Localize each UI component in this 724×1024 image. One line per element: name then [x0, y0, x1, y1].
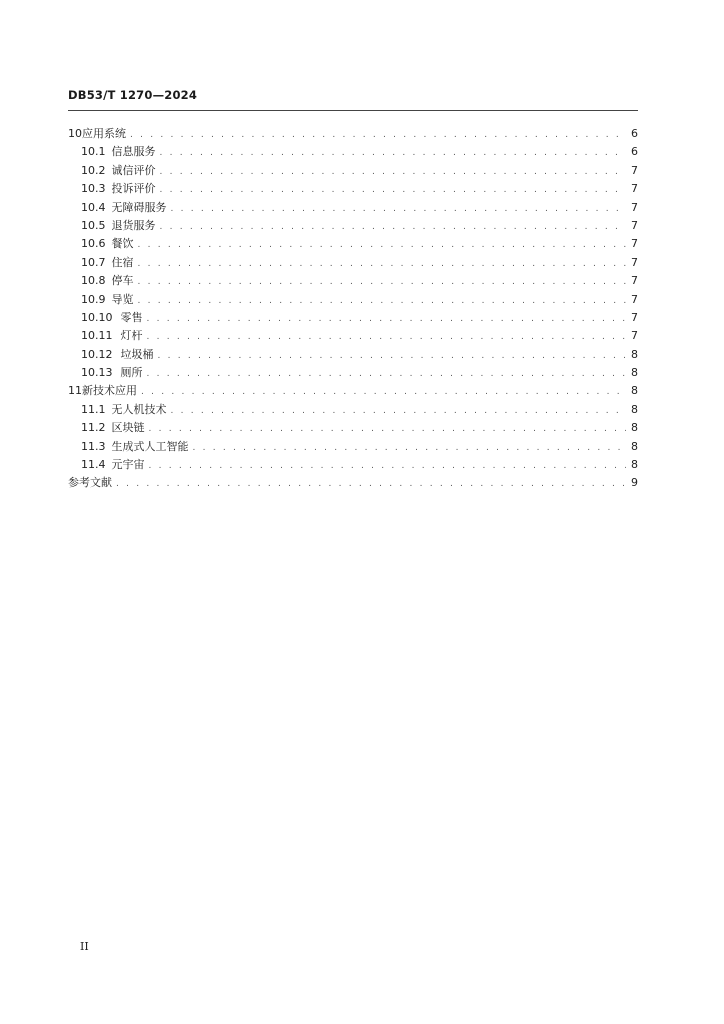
toc-entry-page: 8 [631, 366, 638, 380]
toc-dot-leader [138, 236, 627, 254]
toc-entry[interactable] [68, 143, 638, 161]
toc-entry-page: 8 [631, 421, 638, 435]
toc-entry-page: 7 [631, 310, 638, 324]
toc-entry-page: 7 [631, 237, 638, 251]
toc-entry-page: 7 [631, 200, 638, 214]
toc-entry-page: 8 [631, 347, 638, 361]
toc-entry[interactable] [68, 401, 638, 419]
toc-entry-title: 零售 [120, 310, 143, 324]
toc-entry-page: 9 [631, 476, 638, 490]
toc-entry-number: 10.1 [81, 145, 106, 159]
toc-dot-leader [130, 126, 626, 144]
toc-entry-page: 8 [631, 458, 638, 472]
toc-entry[interactable] [68, 364, 638, 382]
toc-dot-leader [160, 181, 627, 199]
toc-entry-title: 灯杆 [120, 329, 143, 343]
toc-dot-leader [160, 163, 627, 181]
document-id-header: DB53/T 1270—2024 [68, 88, 198, 102]
toc-entry-page: 7 [631, 292, 638, 306]
toc-entry-number: 10.9 [81, 292, 106, 306]
toc-entry-number: 10.2 [81, 163, 106, 177]
toc-entry[interactable] [68, 438, 638, 456]
toc-dot-leader [138, 255, 627, 273]
toc-dot-leader [147, 310, 627, 328]
toc-entry-title: 住宿 [111, 255, 134, 269]
toc-dot-leader [193, 439, 627, 457]
toc-dot-leader [158, 347, 627, 365]
toc-entry[interactable] [68, 309, 638, 327]
toc-dot-leader [138, 273, 627, 291]
header-rule [68, 110, 638, 111]
toc-entry-title: 应用系统 [82, 127, 126, 140]
toc-entry-number: 10.3 [81, 182, 106, 196]
toc-entry-page: 7 [631, 255, 638, 269]
toc-entry-page: 7 [631, 163, 638, 177]
toc-dot-leader [171, 402, 627, 420]
toc-entry-number: 10.7 [81, 255, 106, 269]
toc-entry[interactable] [68, 217, 638, 235]
toc-entry-number: 10.6 [81, 237, 106, 251]
toc-entry-number: 10.13 [81, 366, 113, 380]
toc-entry-title: 无障碍服务 [111, 200, 167, 214]
page-number: II [80, 940, 89, 953]
toc-entry[interactable] [68, 254, 638, 272]
toc-entry[interactable] [68, 199, 638, 217]
toc-entry-page: 7 [631, 218, 638, 232]
toc-dot-leader [149, 457, 627, 475]
toc-entry-title: 垃圾桶 [120, 347, 154, 361]
toc-entry-title: 无人机技术 [111, 402, 167, 416]
toc-entry-number: 11.3 [81, 439, 106, 453]
toc-dot-leader [171, 200, 627, 218]
toc-entry-number: 11.2 [81, 421, 106, 435]
toc-entry[interactable] [68, 272, 638, 290]
toc-entry-page: 6 [631, 145, 638, 159]
toc-entry-title: 停车 [111, 274, 134, 288]
toc-entry-page: 7 [631, 182, 638, 196]
toc-entry-number: 10.8 [81, 274, 106, 288]
toc-entry-number: 11.4 [81, 458, 106, 472]
toc-entry[interactable] [68, 291, 638, 309]
toc-entry-number: 10.11 [81, 329, 113, 343]
toc-entry-title: 元宇宙 [111, 458, 145, 472]
toc-entry[interactable] [68, 235, 638, 253]
toc-entry-title: 参考文献 [68, 476, 112, 490]
toc-entry-title: 区块链 [111, 421, 145, 435]
toc-entry-number: 10 [68, 127, 82, 140]
table-of-contents [68, 125, 638, 493]
toc-entry-title: 退货服务 [111, 218, 156, 232]
toc-entry[interactable] [68, 327, 638, 345]
toc-entry-title: 厕所 [120, 366, 143, 380]
toc-entry-title: 投诉评价 [111, 182, 156, 196]
toc-dot-leader [141, 383, 626, 401]
toc-dot-leader [138, 292, 627, 310]
toc-entry-title: 诚信评价 [111, 163, 156, 177]
toc-entry-title: 生成式人工智能 [111, 439, 189, 453]
toc-dot-leader [160, 144, 627, 162]
toc-dot-leader [149, 420, 627, 438]
toc-entry-page: 7 [631, 274, 638, 288]
toc-entry[interactable] [68, 125, 638, 143]
toc-dot-leader [160, 218, 627, 236]
toc-entry[interactable] [68, 180, 638, 198]
toc-entry-title: 信息服务 [111, 145, 156, 159]
toc-entry-page: 8 [631, 402, 638, 416]
toc-entry-number: 10.12 [81, 347, 113, 361]
toc-entry[interactable] [68, 346, 638, 364]
toc-entry-title: 新技术应用 [82, 384, 137, 398]
toc-dot-leader [116, 475, 626, 493]
toc-entry-page: 7 [631, 329, 638, 343]
toc-entry-page: 8 [631, 384, 638, 398]
toc-entry-title: 餐饮 [111, 237, 134, 251]
toc-entry-number: 10.10 [81, 310, 113, 324]
toc-dot-leader [147, 365, 627, 383]
toc-entry[interactable] [68, 382, 638, 400]
toc-entry-title: 导览 [111, 292, 134, 306]
toc-entry[interactable] [68, 474, 638, 492]
toc-dot-leader [147, 328, 627, 346]
toc-entry-number: 10.5 [81, 218, 106, 232]
toc-entry-number: 11 [68, 384, 82, 398]
toc-entry[interactable] [68, 456, 638, 474]
toc-entry-page: 8 [631, 439, 638, 453]
toc-entry-page: 6 [631, 127, 638, 140]
toc-entry[interactable] [68, 419, 638, 437]
toc-entry[interactable] [68, 162, 638, 180]
toc-entry-number: 11.1 [81, 402, 106, 416]
toc-entry-number: 10.4 [81, 200, 106, 214]
